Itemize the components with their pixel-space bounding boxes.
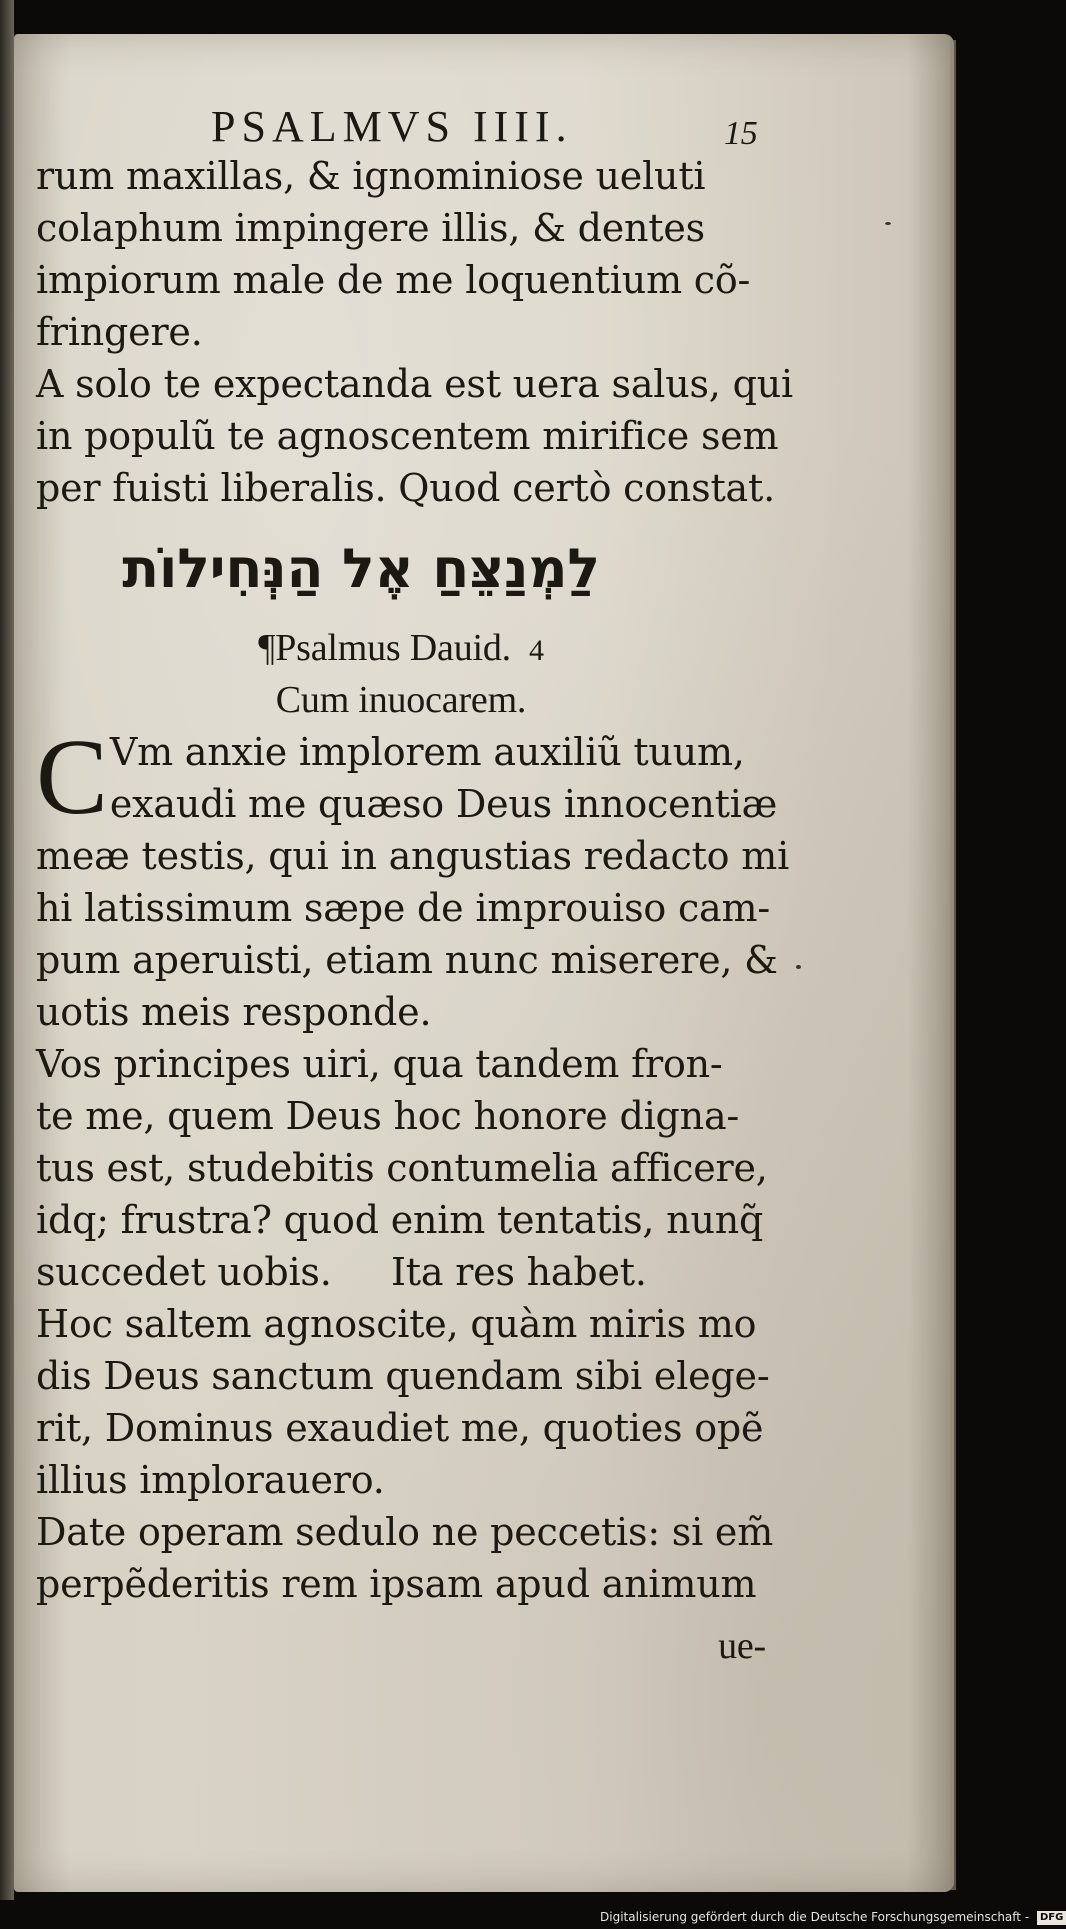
text-line: exaudi me quæso Deus innocentiæ [109,782,778,826]
drop-cap: C [36,718,108,837]
continuation-paragraph [36,150,766,358]
text-line: rit, Dominus exaudiet me, quoties opẽ [36,1406,764,1450]
text-line: succedet uobis. Ita res habet. [36,1250,647,1294]
page-edge [950,40,956,1890]
text-line: Vos principes uiri, qua tandem fron- [36,1042,723,1086]
page-number: 15 [724,115,758,152]
running-head-title: PSALMVS IIII. [211,102,573,151]
text-line: pum aperuisti, etiam nunc miserere, & [36,938,778,982]
text-line: A solo te expectanda est uera salus, qui [36,362,793,406]
text-line: rum maxillas, & ignominiose ueluti [36,154,706,198]
psalm-title [36,622,766,674]
text-line: te me, quem Deus hoc honore digna- [36,1094,740,1138]
digitization-credit [600,1906,1064,1929]
paper-speck [885,222,891,225]
text-line: colaphum impingere illis, & dentes [36,206,705,250]
running-head [36,70,766,152]
text-line: Vm anxie implorem auxiliũ tuum, [109,730,745,774]
text-line: impiorum male de me loquentium cõ- [36,258,751,302]
text-line: fringere. [36,310,203,354]
text-line: hi latissimum sæpe de improuiso cam- [36,886,770,930]
psalm-number: 4 [528,634,544,667]
catchword: ue- [718,1625,766,1667]
text-line: Hoc saltem agnoscite, quàm miris mo [36,1302,757,1346]
text-line: idq; frustra? quod enim tentatis, nunq̃ [36,1198,764,1242]
text-line: meæ testis, qui in angustias redacto mi [36,834,790,878]
psalm-incipit: Cum inuocarem. [275,679,527,721]
text-line: tus est, studebitis contumelia afficere, [36,1146,768,1190]
page-text [36,70,793,1680]
binding-gutter [0,0,14,1900]
text-line: perpẽderitis rem ipsam apud animum [36,1562,757,1606]
hebrew-heading: לַמְנַצֵּחַ אֶל הַנְּחִילוֹת [122,537,600,600]
text-line: per fuisti liberalis. Quod certò constat. [36,466,775,510]
psalm-title-text: Psalmus Dauid. [275,627,511,669]
text-line: in populũ te agnoscentem mirifice sem [36,414,779,458]
text-line: illius implorauero. [36,1458,385,1502]
paragraph-hoc-saltem [36,1298,770,1506]
credit-text: Digitalisierung gefördert durch die Deutsche Forschungsgemeinschaft - [600,1910,1030,1924]
paragraph-vos-principes [36,1038,766,1298]
paragraph-salus [36,358,793,514]
pilcrow-icon: ¶ [258,627,276,669]
paragraph-cum-anxie [36,718,790,1038]
paper-speck [796,965,801,969]
text-line: uotis meis responde. [36,990,432,1034]
text-line: Date operam sedulo ne peccetis: si em̃ [36,1510,774,1554]
dfg-logo: DFG [1037,1911,1066,1925]
paragraph-date-operam [36,1506,774,1610]
text-line: dis Deus sanctum quendam sibi elege- [36,1354,770,1398]
